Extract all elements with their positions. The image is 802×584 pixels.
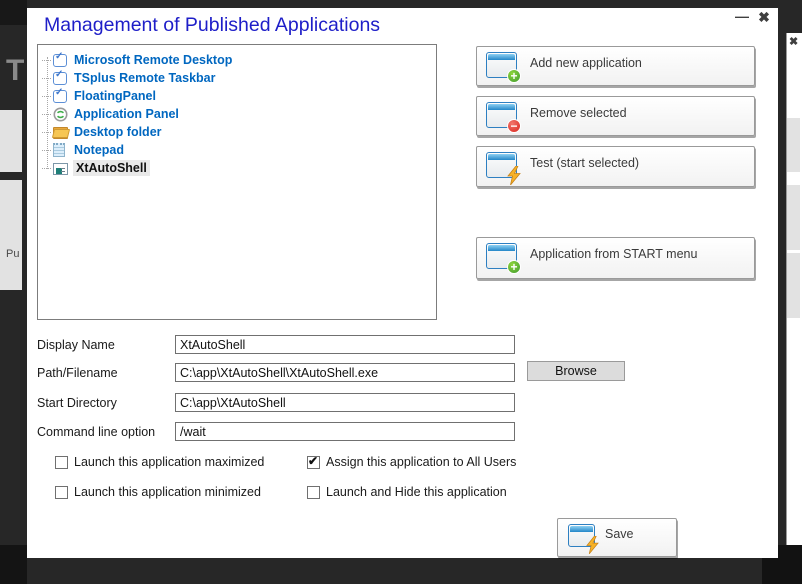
background-logo: T [6,54,25,87]
background-tile-text: Pu [6,248,20,260]
management-dialog [27,8,778,558]
background-tile [787,253,800,318]
backdrop-corner [0,545,27,584]
add-application-icon: + [486,52,517,78]
display-name-label: Display Name [37,338,115,352]
browse-button[interactable]: Browse [527,361,625,381]
minimize-icon[interactable]: — [735,8,749,24]
folder-icon [53,125,69,139]
remove-application-icon: − [486,102,517,128]
application-from-start-menu-button[interactable]: + Application from START menu [476,237,755,279]
app-window-icon [53,163,68,175]
app-list-item-floatingpanel[interactable]: ✓ FloatingPanel [42,87,156,105]
test-start-selected-button[interactable]: Test (start selected) [476,146,755,187]
save-icon [568,524,595,547]
app-list-item-xtautoshell[interactable]: XtAutoShell [42,159,150,177]
background-tile [787,185,800,250]
add-new-application-button[interactable]: + Add new application [476,46,755,86]
test-application-icon [486,152,517,178]
app-check-icon [53,71,69,85]
start-menu-application-icon: + [486,243,517,269]
remove-selected-button[interactable]: − Remove selected [476,96,755,136]
background-window-edge [786,33,802,545]
dialog-title: Management of Published Applications [44,14,381,36]
app-list-item-desktop-folder[interactable]: Desktop folder [42,123,162,141]
close-icon[interactable]: ✖ [758,9,770,25]
launch-minimized-checkbox[interactable]: Launch this application minimized [55,485,261,499]
backdrop-corner [0,0,27,25]
app-list-item-notepad[interactable]: Notepad [42,141,124,159]
launch-maximized-checkbox[interactable]: Launch this application maximized [55,455,264,469]
checkbox-icon[interactable] [55,456,68,469]
published-applications-list[interactable] [37,44,437,320]
background-tile [0,110,22,172]
checkbox-checked-icon[interactable]: ✔ [308,453,319,468]
background-tile [0,180,22,290]
checkbox-icon[interactable] [55,486,68,499]
save-button[interactable]: Save [557,518,677,557]
lightning-icon [507,166,521,185]
background-close-icon[interactable]: ✖ [789,36,799,48]
background-tile [787,118,800,172]
notepad-icon [53,143,69,157]
checkbox-icon[interactable] [307,486,320,499]
application-panel-icon [53,107,69,121]
path-filename-input[interactable] [175,363,515,382]
app-list-item-application-panel[interactable]: Application Panel [42,105,179,123]
launch-and-hide-checkbox[interactable]: Launch and Hide this application [307,485,507,499]
start-directory-label: Start Directory [37,396,117,410]
command-line-option-label: Command line option [37,425,156,439]
lightning-icon [586,536,599,554]
app-check-icon [53,89,69,103]
app-check-icon [53,53,69,67]
display-name-input[interactable] [175,335,515,354]
app-list-item-microsoft-remote-desktop[interactable]: ✓ Microsoft Remote Desktop [42,51,232,69]
command-line-option-input[interactable] [175,422,515,441]
app-list-item-tsplus-remote-taskbar[interactable]: ✓ TSplus Remote Taskbar [42,69,215,87]
path-filename-label: Path/Filename [37,366,118,380]
assign-to-all-users-checkbox[interactable]: ✔ Assign this application to All Users [308,453,517,469]
start-directory-input[interactable] [175,393,515,412]
